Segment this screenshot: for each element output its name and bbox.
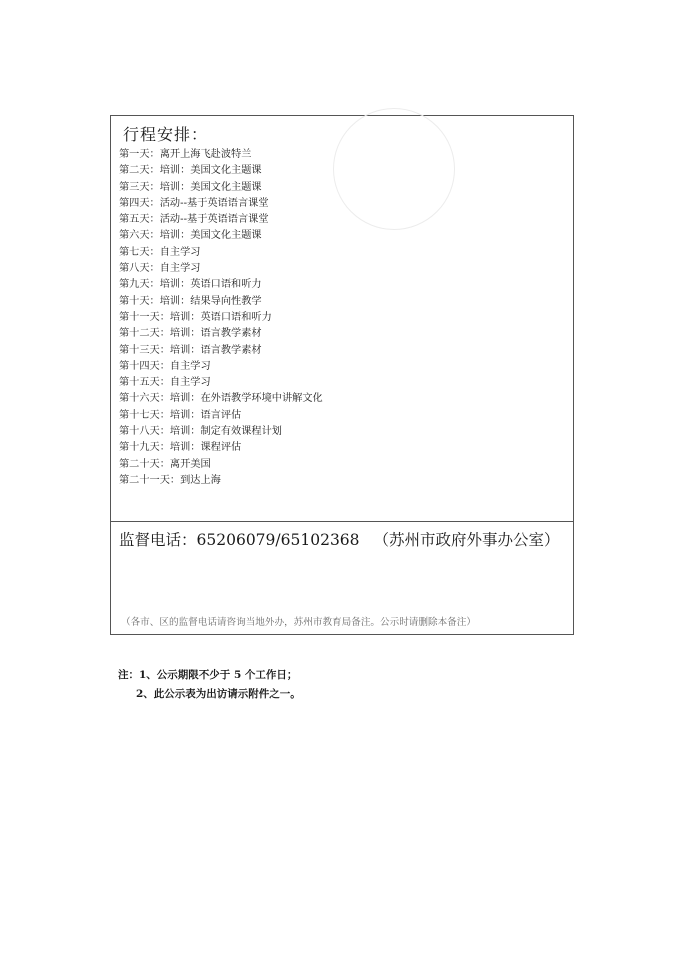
supervision-remark: （各市、区的监督电话请咨询当地外办，苏州市教育局备注。公示时请删除本备注） bbox=[121, 617, 476, 628]
supervision-phone-line bbox=[119, 528, 560, 550]
itinerary-table bbox=[110, 115, 574, 635]
day-item: 第二天：培训：美国文化主题课 bbox=[119, 165, 262, 177]
note-line: 注：1、公示期限不少于 5 个工作日； bbox=[118, 669, 298, 681]
day-item: 第十九天：培训：课程评估 bbox=[119, 442, 242, 454]
day-item: 第十天：培训：结果导向性教学 bbox=[119, 295, 262, 307]
day-item: 第七天：自主学习 bbox=[119, 246, 201, 258]
day-item: 第六天：培训：美国文化主题课 bbox=[119, 230, 262, 242]
day-item: 第十一天：培训：英语口语和听力 bbox=[119, 311, 272, 323]
itinerary-day-list bbox=[119, 147, 323, 489]
day-item: 第一天：离开上海飞赴波特兰 bbox=[119, 149, 252, 160]
supervision-label: 监督电话： bbox=[119, 531, 197, 549]
day-item: 第九天：培训：英语口语和听力 bbox=[119, 279, 262, 291]
day-item: 第十五天：自主学习 bbox=[119, 377, 211, 389]
day-item: 第五天：活动--基于英语语言课堂 bbox=[119, 214, 269, 226]
day-item: 第二十天：离开美国 bbox=[119, 458, 211, 470]
supervision-phones: 65206079/65102368 bbox=[196, 531, 360, 549]
day-item: 第十三天：培训：语言教学素材 bbox=[119, 344, 262, 356]
itinerary-section bbox=[111, 116, 573, 521]
day-item: 第八天：自主学习 bbox=[119, 263, 201, 275]
supervision-org: （苏州市政府外事办公室） bbox=[373, 531, 560, 549]
day-item: 第十八天：培训：制定有效课程计划 bbox=[119, 426, 282, 438]
day-item: 第二十一天：到达上海 bbox=[119, 474, 221, 486]
day-item: 第三天：培训：美国文化主题课 bbox=[119, 181, 262, 193]
note-line: 2、此公示表为出访请示附件之一。 bbox=[136, 688, 301, 700]
section-divider bbox=[111, 521, 573, 522]
day-item: 第十二天：培训：语言教学素材 bbox=[119, 328, 262, 340]
day-item: 第十七天：培训：语言评估 bbox=[119, 409, 242, 421]
day-item: 第十四天：自主学习 bbox=[119, 360, 211, 372]
itinerary-title: 行程安排： bbox=[123, 125, 209, 144]
day-item: 第四天：活动--基于英语语言课堂 bbox=[119, 197, 269, 209]
notes-section bbox=[118, 666, 301, 704]
day-item: 第十六天：培训：在外语教学环境中讲解文化 bbox=[119, 393, 323, 405]
